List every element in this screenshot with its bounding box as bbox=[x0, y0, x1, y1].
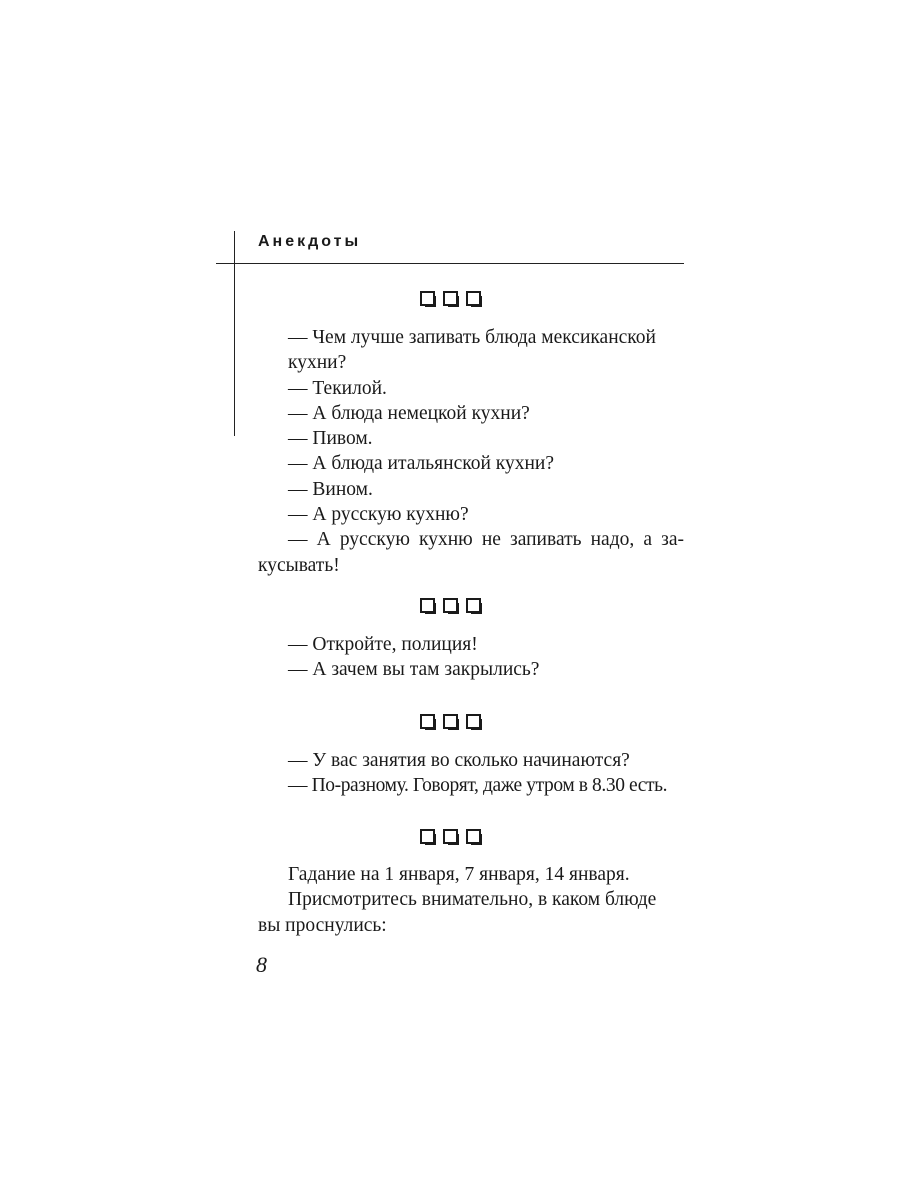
text-line: — Вином. bbox=[288, 478, 373, 500]
page-number: 8 bbox=[256, 952, 267, 977]
ornament-box-icon bbox=[443, 598, 458, 613]
text-line: — Текилой. bbox=[288, 377, 387, 399]
ornament-box-icon bbox=[466, 714, 481, 729]
text-line: — Пивом. bbox=[288, 428, 373, 450]
ornament-box-icon bbox=[443, 714, 458, 729]
ornament-box-icon bbox=[466, 291, 481, 306]
text-line: — А блюда немецкой кухни? bbox=[288, 402, 530, 424]
text-line: — А блюда итальянской кухни? bbox=[288, 453, 555, 475]
ornament-box-icon bbox=[420, 714, 435, 729]
section-ornament bbox=[0, 829, 900, 849]
section-ornament bbox=[0, 291, 900, 311]
ornament-box-icon bbox=[443, 829, 458, 844]
text-line: — По-разному. Говорят, даже утром в 8.30 есть. bbox=[288, 775, 668, 797]
ornament-box-icon bbox=[443, 291, 458, 306]
header-rule bbox=[216, 263, 684, 264]
ornament-box-icon bbox=[420, 829, 435, 844]
running-title: Анекдоты bbox=[258, 233, 362, 250]
ornament-box-icon bbox=[466, 598, 481, 613]
section-ornament bbox=[0, 598, 900, 618]
joke-4 bbox=[258, 862, 684, 938]
text-line: — А русскую кухню не запивать надо, а за- bbox=[288, 529, 684, 551]
text-line: Гадание на 1 января, 7 января, 14 января. bbox=[288, 864, 630, 885]
joke-2 bbox=[258, 632, 684, 683]
ornament-box-icon bbox=[420, 291, 435, 306]
text-line: вы проснулись: bbox=[258, 914, 387, 936]
joke-3 bbox=[258, 748, 684, 799]
text-line: — А зачем вы там закрылись? bbox=[288, 659, 540, 681]
text-line: — У вас занятия во сколько начинаются? bbox=[288, 750, 630, 771]
section-ornament bbox=[0, 714, 900, 734]
text-line: кусывать! bbox=[258, 554, 340, 576]
text-line: кухни? bbox=[288, 352, 347, 374]
text-line: Присмотритесь внимательно, в каком блюде bbox=[288, 889, 657, 911]
joke-1 bbox=[258, 325, 684, 578]
text-line: — Чем лучше запивать блюда мексиканской bbox=[288, 327, 656, 348]
ornament-box-icon bbox=[466, 829, 481, 844]
text-line: — Откройте, полиция! bbox=[288, 634, 478, 655]
ornament-box-icon bbox=[420, 598, 435, 613]
margin-vertical-rule bbox=[234, 231, 235, 436]
text-line: — А русскую кухню? bbox=[288, 504, 469, 526]
